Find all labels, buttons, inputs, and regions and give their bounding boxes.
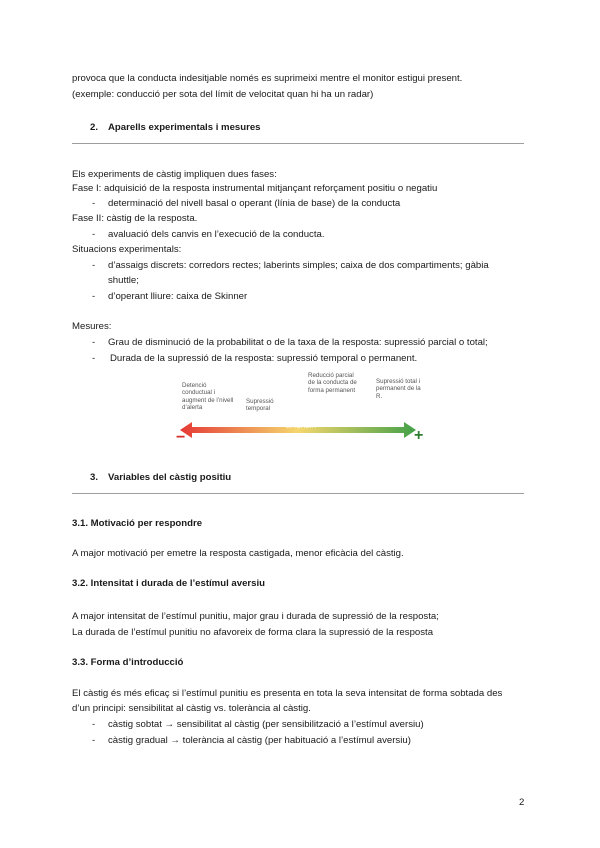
subsection-3-1-text: A major motivació per emetre la resposta castigada, menor eficàcia del càstig.	[72, 548, 404, 559]
diagram-label-4: Supressió total i permanent de la R.	[376, 378, 421, 400]
s2-line-6: Situacions experimentals:	[72, 244, 182, 255]
intro-line-1: provoca que la conducta indesitjable només es suprimeixi mentre el monitor estigui present.	[72, 73, 463, 84]
bullet-dash: -	[92, 260, 96, 271]
minus-icon: −	[176, 429, 186, 446]
s2-line-9: Mesures:	[72, 321, 112, 332]
efficacy-arrow-svg	[176, 372, 436, 444]
page-number: 2	[519, 797, 525, 808]
diagram-label-2: Supressió temporal	[246, 398, 274, 413]
s2-line-7: d’assaigs discrets: corredors rectes; laberints simples; caixa de dos compartiments; gàbia	[108, 260, 489, 271]
subsection-3-3-text-1: El càstig és més eficaç si l’estímul punitiu es presenta en tota la seva intensitat de forma sobtada des	[72, 688, 503, 699]
bullet-dash: -	[92, 735, 96, 746]
diagram-label-1: Detenció conductual i augment de l’nivell d’alerta	[182, 382, 234, 412]
subsection-3-3-item-2: càstig gradual → tolerància al càstig (per habituació a l’estímul aversiu)	[108, 735, 411, 746]
subsection-3-3-text-2: d’un principi: sensibilitat al càstig vs. tolerància al càstig.	[72, 703, 311, 714]
section-3-divider	[72, 493, 524, 494]
s2-line-8: d’operant lliure: caixa de Skinner	[108, 291, 248, 302]
section-2-title: Aparells experimentals i mesures	[108, 122, 261, 133]
subsection-3-2-text-1: A major intensitat de l’estímul punitiu, major grau i durada de supressió de la resposta;	[72, 611, 439, 622]
s2-line-10: Grau de disminució de la probabilitat o de la taxa de la resposta: supressió parcial o total;	[108, 337, 488, 348]
s2-line-3: determinació del nivell basal o operant (línia de base) de la conducta	[108, 198, 401, 209]
s2-line-2: Fase I: adquisició de la resposta instrumental mitjançant reforçament positiu o negatiu	[72, 183, 438, 194]
bullet-dash: -	[92, 198, 96, 209]
plus-icon: +	[414, 427, 424, 444]
s2-line-11: Durada de la supressió de la resposta: supressió temporal o permanent.	[110, 353, 418, 364]
subsection-3-2-title: 3.2. Intensitat i durada de l’estímul aversiu	[72, 578, 266, 589]
section-2-divider	[72, 143, 524, 144]
bullet-dash: -	[92, 337, 96, 348]
s2-line-4: Fase II: càstig de la resposta.	[72, 213, 198, 224]
bullet-dash: -	[92, 353, 96, 364]
bullet-dash: -	[92, 719, 96, 730]
efficacy-label: EFICÀCIA	[286, 424, 317, 430]
s2-line-5: avaluació dels canvis en l’execució de la conducta.	[108, 229, 325, 240]
s2-line-1: Els experiments de càstig impliquen dues fases:	[72, 169, 277, 180]
subsection-3-1-title: 3.1. Motivació per respondre	[72, 518, 203, 529]
bullet-dash: -	[92, 291, 96, 302]
bullet-dash: -	[92, 229, 96, 240]
subsection-3-3-item-1: càstig sobtat → sensibilitat al càstig (per sensibilització a l’estímul aversiu)	[108, 719, 424, 730]
section-2-number: 2.	[90, 122, 99, 133]
diagram-label-3: Reducció parcial de la conducta de forma permanent	[308, 372, 357, 394]
section-3-title: Variables del càstig positiu	[108, 472, 232, 483]
intro-line-2: (exemple: conducció per sota del límit de velocitat quan hi ha un radar)	[72, 89, 374, 100]
efficacy-diagram	[176, 372, 436, 444]
subsection-3-3-title: 3.3. Forma d’introducció	[72, 657, 184, 668]
s2-line-7b: shuttle;	[108, 275, 139, 286]
section-3-number: 3.	[90, 472, 99, 483]
subsection-3-2-text-2: La durada de l’estímul punitiu no afavoreix de forma clara la supressió de la resposta	[72, 627, 434, 638]
